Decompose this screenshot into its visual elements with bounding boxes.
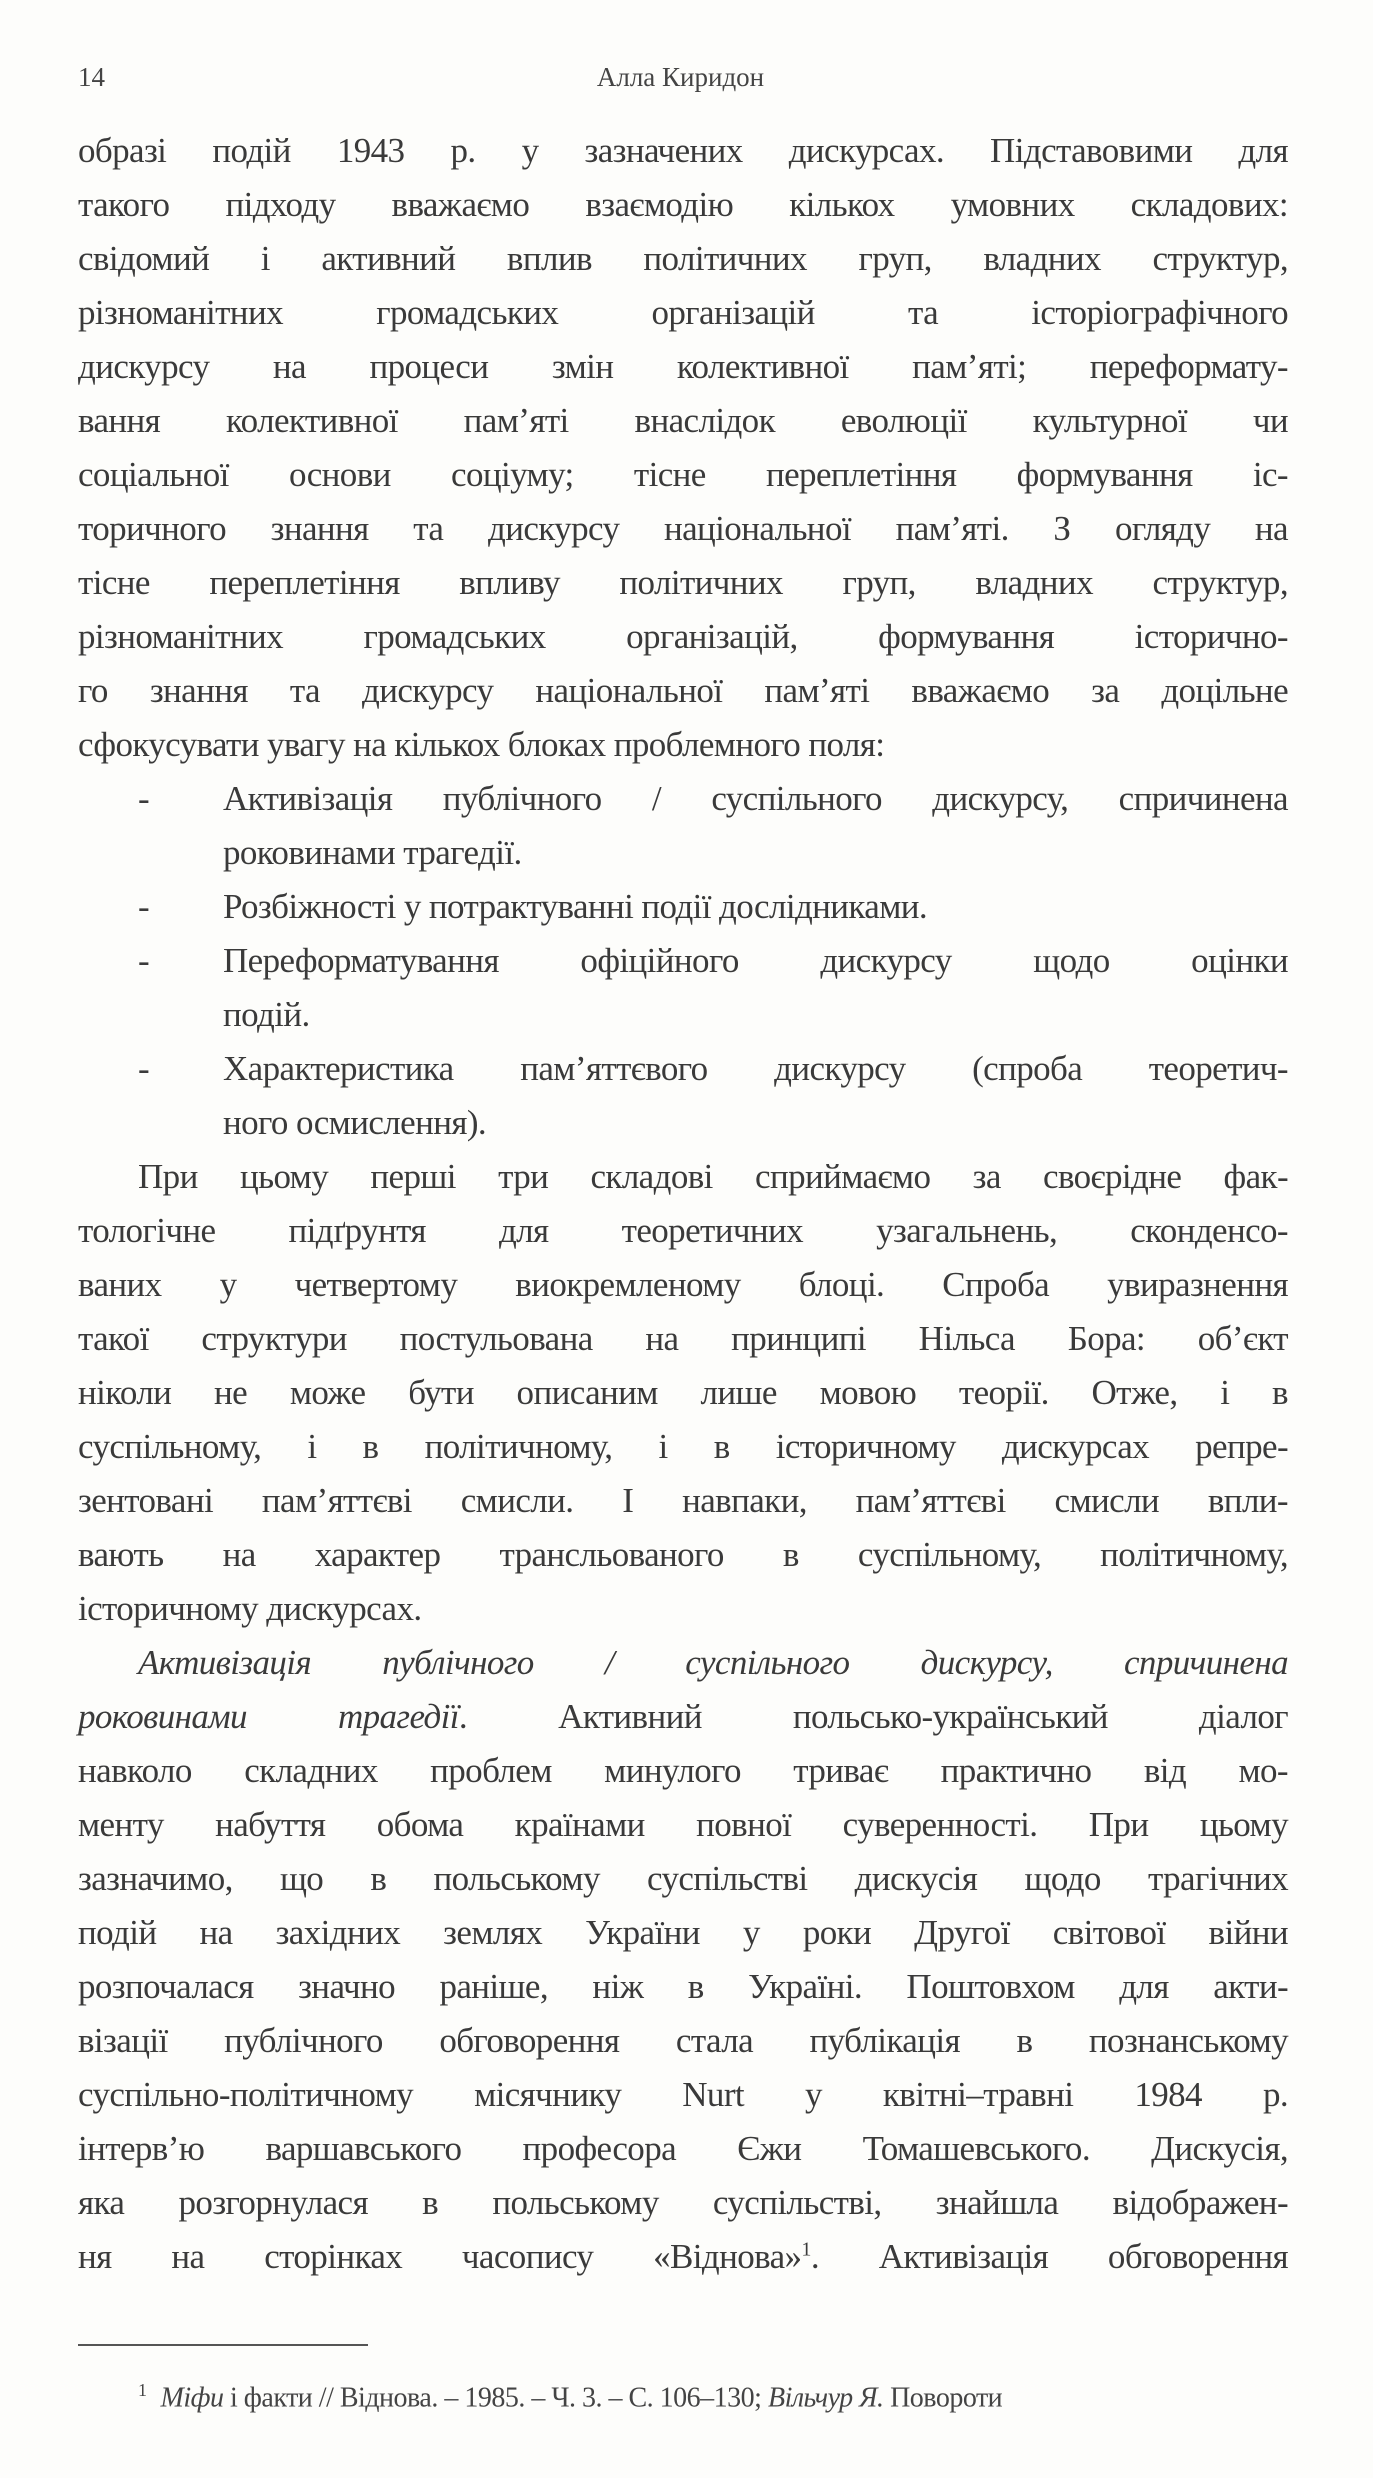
list-item [78, 772, 1288, 880]
list-item-text [223, 934, 1288, 1042]
text-run: . Активізація обговорення [810, 2237, 1288, 2276]
footnote-reference[interactable]: 1 [801, 2238, 811, 2261]
section-lead-italic: роковинами трагедії [78, 1697, 459, 1736]
list-item [78, 880, 1288, 934]
list-item-text [223, 772, 1288, 880]
text-line: торичного знання та дискурсу національної пам’яті. З огляду на [78, 509, 1288, 548]
text-line: зазначимо, що в польському суспільстві дискусія щодо трагічних [78, 1859, 1288, 1898]
paragraph-1 [78, 124, 1288, 772]
text-line: ного осмислення). [223, 1103, 487, 1142]
page-header [78, 62, 1283, 114]
text-line: Переформатування офіційного дискурсу щодо оцінки [223, 941, 1288, 980]
text-line: історичному дискурсах. [78, 1589, 422, 1628]
text-line: менту набуття обома країнами повної суверенності. При цьому [78, 1805, 1288, 1844]
body-text [78, 124, 1288, 2284]
text-line [78, 1690, 1288, 1744]
text-line: тологічне підґрунтя для теоретичних узагальнень, сконденсо- [78, 1211, 1288, 1250]
text-line: Характеристика пам’яттєвого дискурсу (спроба теоретич- [223, 1049, 1288, 1088]
text-line: При цьому перші три складові сприймаємо за своєрідне фак- [138, 1157, 1288, 1196]
dash-bullet: - [138, 887, 150, 926]
text-line: різноманітних громадських організацій та історіографічного [78, 293, 1288, 332]
text-line: суспільно-політичному місячнику Nurt у квітні–травні 1984 р. [78, 2075, 1288, 2114]
footnote-text: і факти // Віднова. – 1985. – Ч. 3. – С. 106–130; [223, 2382, 768, 2414]
text-line: Активізація публічного / суспільного дискурсу, спричинена [223, 779, 1288, 818]
dash-bullet: - [138, 779, 150, 818]
footnote-mark: 1 [138, 2380, 147, 2400]
text-line: Розбіжності у потрактуванні події дослідниками. [223, 887, 928, 926]
text-line: навколо складних проблем минулого триває практично від мо- [78, 1751, 1288, 1790]
text-line: подій. [223, 995, 310, 1034]
text-line: розпочалася значно раніше, ніж в Україні. Поштовхом для акти- [78, 1967, 1288, 2006]
footnote-separator [78, 2344, 368, 2346]
list-item [78, 934, 1288, 1042]
text-line: такої структури постульована на принципі Нільса Бора: об’єкт [78, 1319, 1288, 1358]
text-line: інтерв’ю варшавського професора Єжи Томашевського. Дискусія, [78, 2129, 1288, 2168]
text-run: ня на сторінках часопису «Віднова» [78, 2237, 802, 2276]
section-lead-italic: Активізація публічного / суспільного дискурсу, спричинена [138, 1643, 1288, 1682]
list-item-text [223, 1042, 1288, 1150]
text-line: різноманітних громадських організацій, формування історично- [78, 617, 1288, 656]
paragraph-2 [78, 1150, 1288, 1636]
text-line: свідомий і активний вплив політичних груп, владних структур, [78, 239, 1288, 278]
list-item-text [223, 880, 1288, 934]
text-line: вання колективної пам’яті внаслідок еволюції культурної чи [78, 401, 1288, 440]
footnote [78, 2370, 1288, 2418]
text-run: . Активний польсько-український діалог [458, 1697, 1288, 1736]
text-line: роковинами трагедії. [223, 833, 522, 872]
page-number: 14 [78, 62, 105, 92]
text-line: суспільному, і в політичному, і в історичному дискурсах репре- [78, 1427, 1288, 1466]
text-line: сфокусувати увагу на кількох блоках проблемного поля: [78, 725, 885, 764]
text-line: вають на характер трансльованого в суспільному, політичному, [78, 1535, 1288, 1574]
paragraph-3 [78, 1636, 1288, 2284]
text-line: дискурсу на процеси змін колективної пам’яті; переформату- [78, 347, 1288, 386]
text-line: такого підходу вважаємо взаємодію кількох умовних складових: [78, 185, 1288, 224]
text-line: ваних у четвертому виокремленому блоці. Спроба увиразнення [78, 1265, 1288, 1304]
footnote-italic: Вільчур Я. [767, 2382, 884, 2414]
problem-blocks-list [78, 772, 1288, 1150]
text-line: образі подій 1943 р. у зазначених дискурсах. Підставовими для [78, 131, 1288, 170]
text-line: ніколи не може бути описаним лише мовою теорії. Отже, і в [78, 1373, 1288, 1412]
running-title: Алла Киридон [596, 62, 765, 92]
list-item [78, 1042, 1288, 1150]
dash-bullet: - [138, 941, 150, 980]
text-line [78, 2230, 1288, 2284]
text-line: подій на західних землях України у роки Другої світової війни [78, 1913, 1288, 1952]
footnote-text: Повороти [883, 2382, 1003, 2414]
text-line: соціальної основи соціуму; тісне переплетіння формування іс- [78, 455, 1288, 494]
text-line: зентовані пам’яттєві смисли. І навпаки, пам’яттєві смисли впли- [78, 1481, 1288, 1520]
text-line: го знання та дискурсу національної пам’яті вважаємо за доцільне [78, 671, 1288, 710]
dash-bullet: - [138, 1049, 150, 1088]
text-line: візації публічного обговорення стала публікація в познанському [78, 2021, 1288, 2060]
text-line: тісне переплетіння впливу політичних груп, владних структур, [78, 563, 1288, 602]
footnote-italic: Міфи [160, 2382, 224, 2414]
text-line: яка розгорнулася в польському суспільстві, знайшла відображен- [78, 2183, 1288, 2222]
